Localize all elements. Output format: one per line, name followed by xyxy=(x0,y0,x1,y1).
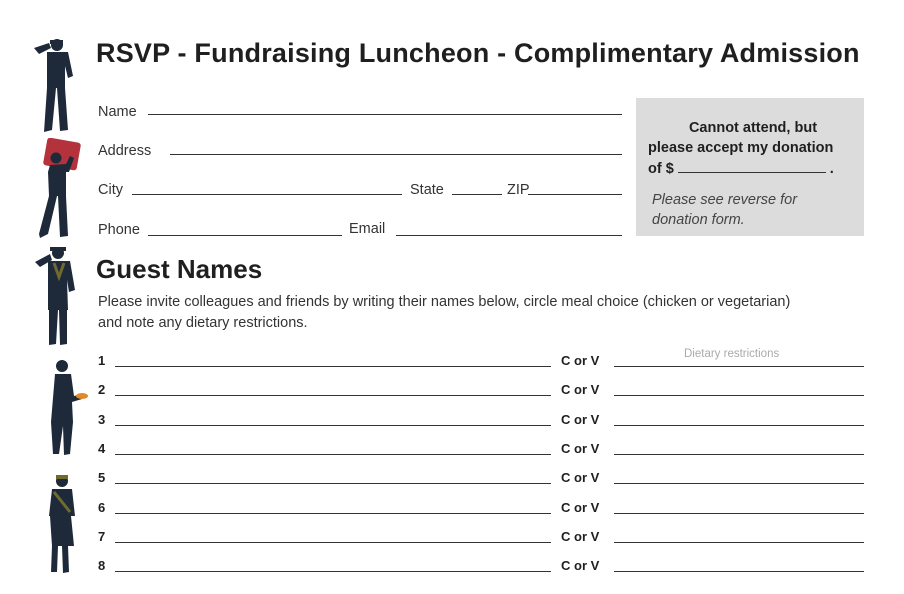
dietary-restrictions-field[interactable] xyxy=(614,513,864,514)
donation-box xyxy=(636,98,864,236)
guest-names-heading: Guest Names xyxy=(96,254,263,284)
guest-name-field[interactable] xyxy=(115,366,551,367)
dietary-restrictions-placeholder: Dietary restrictions xyxy=(684,348,780,360)
email-field[interactable] xyxy=(396,235,622,236)
donation-line-1: Cannot attend, but xyxy=(688,120,818,136)
officer-saluting-silhouette xyxy=(32,244,80,348)
waitress-silhouette xyxy=(46,356,92,458)
meal-choice[interactable]: C or V xyxy=(561,499,600,515)
guest-instructions: Please invite colleagues and friends by writing their names below, circle meal choice (chicken or vegetarian) and note any dietary restrictions. xyxy=(98,294,791,331)
meal-choice[interactable]: C or V xyxy=(561,411,600,427)
saluting-soldier-silhouette xyxy=(30,36,78,134)
service-woman-silhouette xyxy=(44,472,84,576)
name-field[interactable] xyxy=(148,114,622,115)
guest-name-field[interactable] xyxy=(115,571,551,572)
dietary-restrictions-field[interactable] xyxy=(614,395,864,396)
meal-choice[interactable]: C or V xyxy=(561,382,600,398)
meal-choice[interactable]: C or V xyxy=(561,440,600,456)
dietary-restrictions-field[interactable] xyxy=(614,571,864,572)
guest-number: 3 xyxy=(98,411,106,427)
dietary-restrictions-field[interactable] xyxy=(614,366,864,367)
donation-line-3 xyxy=(648,158,858,179)
guest-number: 8 xyxy=(98,558,106,574)
city-label: City xyxy=(98,182,123,198)
donation-heading xyxy=(648,118,858,179)
address-field[interactable] xyxy=(170,154,622,155)
dietary-restrictions-field[interactable] xyxy=(614,425,864,426)
zip-field[interactable] xyxy=(528,194,622,195)
guest-number: 5 xyxy=(98,470,106,486)
meal-choice[interactable]: C or V xyxy=(561,558,600,574)
meal-choice[interactable]: C or V xyxy=(561,470,600,486)
city-field[interactable] xyxy=(132,194,402,195)
donation-note: Please see reverse for donation form. xyxy=(652,192,798,228)
dietary-restrictions-field[interactable] xyxy=(614,483,864,484)
guest-name-field[interactable] xyxy=(115,395,551,396)
phone-label: Phone xyxy=(98,222,140,238)
guest-name-field[interactable] xyxy=(115,542,551,543)
donation-suffix: . xyxy=(829,161,834,177)
donation-amount-field[interactable] xyxy=(678,158,826,173)
guest-name-field[interactable] xyxy=(115,454,551,455)
meal-choice[interactable]: C or V xyxy=(561,528,600,544)
guest-number: 7 xyxy=(98,528,106,544)
page-title: RSVP - Fundraising Luncheon - Complimentary Admission xyxy=(96,38,860,68)
meal-choice[interactable]: C or V xyxy=(561,353,600,368)
name-label: Name xyxy=(98,104,137,120)
guest-name-field[interactable] xyxy=(115,425,551,426)
worker-carrying-box-silhouette xyxy=(36,138,88,242)
dietary-restrictions-field[interactable] xyxy=(614,542,864,543)
zip-label: ZIP xyxy=(507,182,530,198)
donation-line-2: please accept my donation xyxy=(648,140,834,156)
email-label: Email xyxy=(349,221,386,237)
dietary-restrictions-field[interactable] xyxy=(614,454,864,455)
guest-number: 4 xyxy=(98,440,106,456)
guest-name-field[interactable] xyxy=(115,483,551,484)
guest-number: 6 xyxy=(98,499,106,515)
phone-field[interactable] xyxy=(148,235,342,236)
guest-name-field[interactable] xyxy=(115,513,551,514)
state-label: State xyxy=(410,182,444,198)
donation-prefix: of $ xyxy=(648,161,674,177)
guest-number: 1 xyxy=(98,353,106,368)
guest-number: 2 xyxy=(98,382,106,398)
address-label: Address xyxy=(98,143,152,159)
state-field[interactable] xyxy=(452,194,502,195)
